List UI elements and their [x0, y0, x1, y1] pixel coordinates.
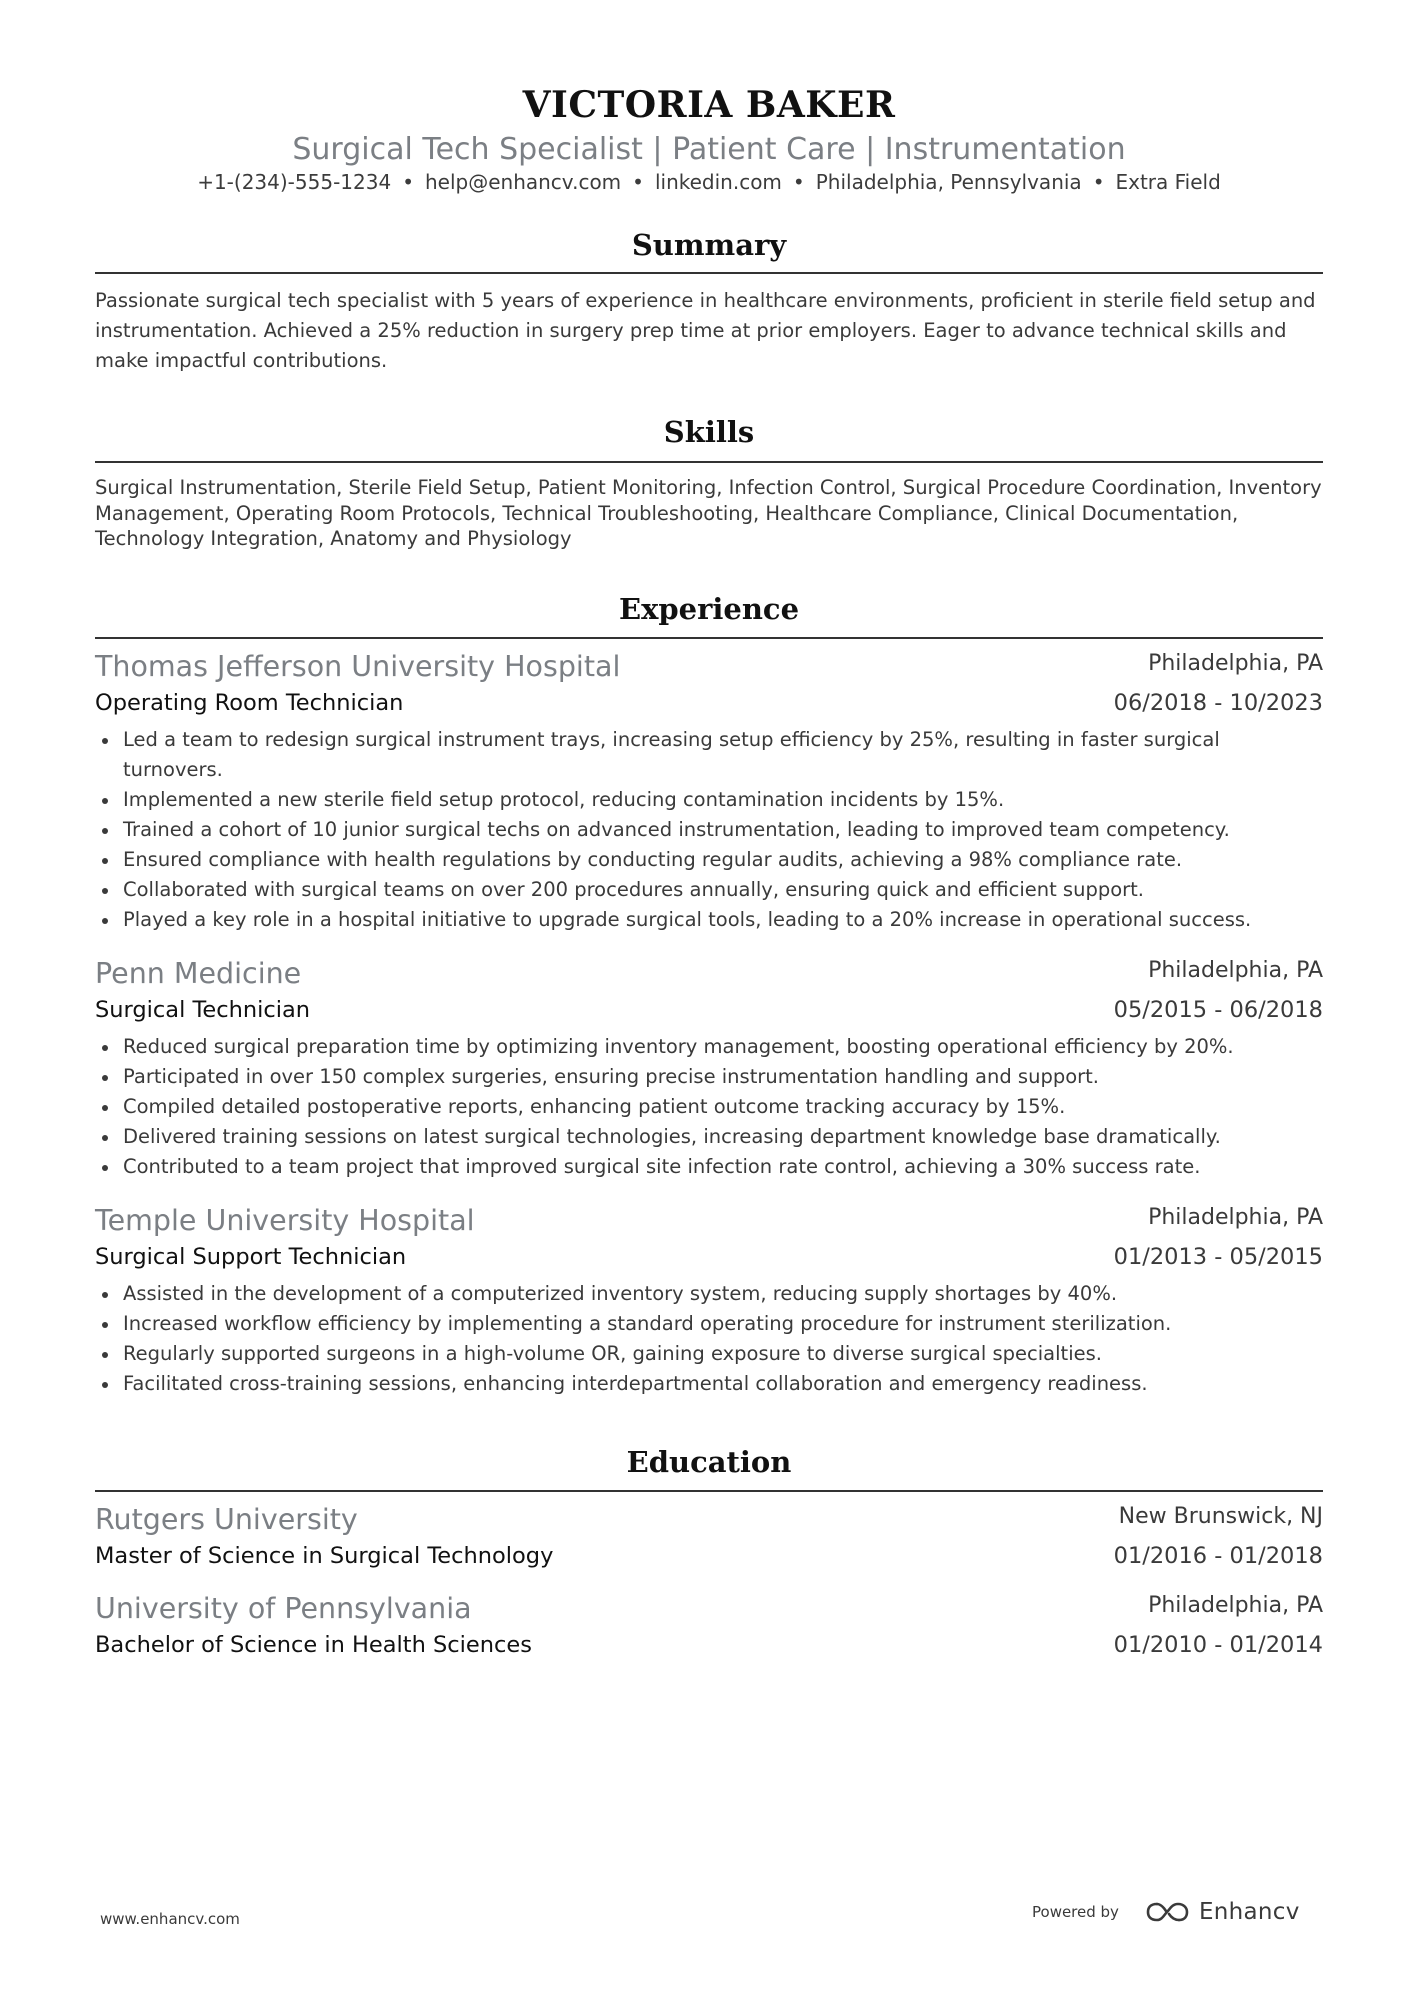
contact-linkedin[interactable]: linkedin.com	[654, 170, 782, 194]
summary-heading: Summary	[631, 228, 787, 262]
job-bullet: Delivered training sessions on latest surgical technologies, increasing department knowledge base dramatically.	[95, 1122, 1323, 1152]
job-role: Surgical Technician	[95, 997, 311, 1023]
job-bullets	[95, 725, 1323, 935]
job-role: Operating Room Technician	[95, 690, 404, 716]
job-bullet: Regularly supported surgeons in a high-volume OR, gaining exposure to diverse surgical specialties.	[95, 1339, 1323, 1369]
education-dates: 01/2016 - 01/2018	[1113, 1543, 1323, 1569]
job-bullet: Implemented a new sterile field setup protocol, reducing contamination incidents by 15%.	[95, 785, 1323, 815]
contact-line	[95, 169, 1323, 195]
experience-heading: Experience	[618, 592, 800, 626]
job-bullet: Participated in over 150 complex surgeries, ensuring precise instrumentation handling and support.	[95, 1062, 1323, 1092]
powered-by-label: Powered by	[1032, 1903, 1119, 1921]
education-degree: Master of Science in Surgical Technology	[95, 1543, 554, 1569]
contact-location: Philadelphia, Pennsylvania	[815, 170, 1082, 194]
contact-separator: •	[402, 170, 414, 194]
job-bullet: Reduced surgical preparation time by optimizing inventory management, boosting operational efficiency by 20%.	[95, 1032, 1323, 1062]
job-bullet: Ensured compliance with health regulations by conducting regular audits, achieving a 98% compliance rate.	[95, 845, 1323, 875]
contact-separator: •	[632, 170, 644, 194]
job-bullet: Played a key role in a hospital initiative to upgrade surgical tools, leading to a 20% increase in operational success.	[95, 905, 1323, 935]
footer-website-link[interactable]: www.enhancv.com	[100, 1910, 240, 1928]
job-bullet: Trained a cohort of 10 junior surgical techs on advanced instrumentation, leading to improved team competency.	[95, 815, 1323, 845]
job-bullet: Facilitated cross-training sessions, enhancing interdepartmental collaboration and emergency readiness.	[95, 1369, 1323, 1399]
brand-name: Enhancv	[1198, 1899, 1300, 1925]
job-company: Penn Medicine	[95, 957, 302, 990]
contact-phone: +1-(234)-555-1234	[197, 170, 392, 194]
education-degree: Bachelor of Science in Health Sciences	[95, 1632, 532, 1658]
enhancv-brand-link[interactable]	[1145, 1899, 1300, 1925]
job-dates: 06/2018 - 10/2023	[1113, 690, 1323, 716]
education-heading: Education	[626, 1445, 792, 1479]
education-school: Rutgers University	[95, 1503, 358, 1536]
footer-branding	[1032, 1899, 1300, 1925]
education-location: New Brunswick, NJ	[1118, 1504, 1323, 1529]
education-school: University of Pennsylvania	[95, 1592, 472, 1625]
job-company: Thomas Jefferson University Hospital	[95, 650, 621, 683]
job-bullet: Compiled detailed postoperative reports, enhancing patient outcome tracking accuracy by 15%.	[95, 1092, 1323, 1122]
job-dates: 05/2015 - 06/2018	[1113, 997, 1323, 1023]
job-bullet: Contributed to a team project that improved surgical site infection rate control, achieving a 30% success rate.	[95, 1152, 1323, 1182]
contact-separator: •	[792, 170, 805, 194]
education-location: Philadelphia, PA	[1148, 1593, 1323, 1618]
candidate-name: VICTORIA BAKER	[522, 84, 896, 126]
skills-heading: Skills	[663, 415, 755, 449]
experience-divider	[95, 637, 1323, 639]
contact-separator: •	[1092, 170, 1105, 194]
job-location: Philadelphia, PA	[1148, 1205, 1323, 1230]
summary-divider	[95, 272, 1323, 274]
job-role: Surgical Support Technician	[95, 1244, 407, 1270]
candidate-headline: Surgical Tech Specialist | Patient Care | Instrumentation	[292, 132, 1126, 167]
summary-text: Passionate surgical tech specialist with 5 years of experience in healthcare environments, proficient in sterile field setup and instrumentation. Achieved a 25% reduction in surgery prep time at prior employers. Eager to advance technical skills and make impactful contributions.	[95, 289, 1316, 372]
skills-text: Surgical Instrumentation, Sterile Field Setup, Patient Monitoring, Infection Control, Surgical Procedure Coordination, Inventory Management, Operating Room Protocols, Technical Troubleshooting, Healthcare Compliance, Clinical Documentation, Technology Integration, Anatomy and Physiology	[95, 476, 1322, 550]
contact-extra: Extra Field	[1115, 170, 1221, 194]
job-bullet: Increased workflow efficiency by implementing a standard operating procedure for instrument sterilization.	[95, 1309, 1323, 1339]
job-company: Temple University Hospital	[95, 1204, 475, 1237]
education-divider	[95, 1490, 1323, 1492]
job-dates: 01/2013 - 05/2015	[1113, 1244, 1323, 1270]
job-bullet: Assisted in the development of a computerized inventory system, reducing supply shortages by 40%.	[95, 1279, 1323, 1309]
job-location: Philadelphia, PA	[1148, 651, 1323, 676]
job-bullet: Led a team to redesign surgical instrument trays, increasing setup efficiency by 25%, resulting in faster surgical turnovers.	[95, 725, 1323, 785]
job-location: Philadelphia, PA	[1148, 958, 1323, 983]
job-bullets	[95, 1279, 1323, 1399]
contact-email[interactable]: help@enhancv.com	[424, 170, 622, 194]
job-bullets	[95, 1032, 1323, 1182]
enhancv-logo-icon	[1145, 1900, 1191, 1924]
skills-divider	[95, 461, 1323, 463]
job-bullet: Collaborated with surgical teams on over 200 procedures annually, ensuring quick and efficient support.	[95, 875, 1323, 905]
education-dates: 01/2010 - 01/2014	[1113, 1632, 1323, 1658]
